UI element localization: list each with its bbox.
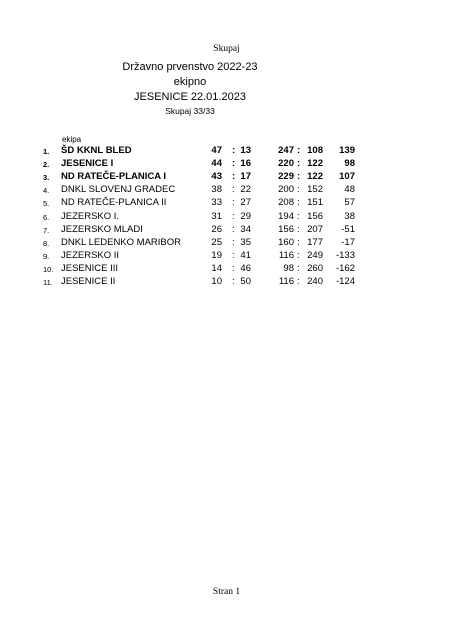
points-against-cell: 108 (307, 145, 323, 156)
rank-cell: 6. (43, 212, 50, 222)
table-row (0, 263, 453, 276)
point-difference-cell: -124 (335, 276, 355, 287)
losses-cell: 35 (240, 236, 251, 248)
team-name-cell: JESENICE I (61, 158, 114, 170)
separator: : (297, 249, 300, 261)
points-for-cell: 220 (278, 158, 294, 170)
separator: : (297, 236, 300, 248)
points-for-cell: 156 (278, 223, 294, 235)
points-for-cell: 98 (283, 262, 294, 274)
point-difference-cell: -133 (335, 249, 355, 261)
losses-cell: 50 (240, 276, 251, 287)
separator: : (232, 145, 236, 156)
table-row (0, 158, 453, 171)
table-row (0, 197, 453, 210)
separator: : (297, 197, 300, 209)
rank-cell: 2. (43, 160, 50, 170)
separator: : (232, 197, 235, 209)
wins-cell: 43 (211, 171, 222, 183)
points-against-cell: 260 (307, 262, 323, 274)
separator: : (232, 171, 236, 183)
separator: : (232, 158, 236, 170)
point-difference-cell: 38 (344, 210, 355, 222)
team-name-cell: ŠD KKNL BLED (61, 145, 132, 156)
losses-cell: 17 (240, 171, 251, 183)
points-for-cell: 200 (278, 184, 294, 196)
team-name-cell: ND RATEČE-PLANICA I (61, 171, 167, 183)
round-subtitle: Skupaj 33/33 (165, 106, 215, 116)
separator: : (297, 276, 300, 287)
team-name-cell: ND RATEČE-PLANICA II (61, 197, 167, 209)
separator: : (297, 184, 300, 196)
losses-cell: 13 (240, 145, 251, 156)
header-label: Skupaj (213, 44, 240, 54)
points-against-cell: 240 (307, 276, 323, 287)
venue-date: JESENICE 22.01.2023 (134, 91, 246, 103)
rank-cell: 9. (43, 251, 50, 261)
table-row (0, 237, 453, 250)
point-difference-cell: -51 (341, 223, 355, 235)
separator: : (297, 158, 301, 170)
losses-cell: 34 (240, 223, 251, 235)
point-difference-cell: 107 (339, 171, 355, 183)
rank-cell: 3. (43, 173, 50, 183)
losses-cell: 41 (240, 249, 251, 261)
point-difference-cell: 98 (344, 158, 355, 170)
losses-cell: 27 (240, 197, 251, 209)
points-for-cell: 116 (278, 249, 294, 261)
losses-cell: 29 (240, 210, 251, 222)
competition-category: ekipno (173, 76, 207, 88)
team-name-cell: JEZERSKO MLADI (61, 223, 143, 235)
wins-cell: 25 (211, 236, 222, 248)
table-row (0, 211, 453, 224)
rank-cell: 8. (43, 238, 50, 248)
wins-cell: 33 (211, 197, 222, 209)
wins-cell: 14 (211, 262, 222, 274)
team-name-cell: JEZERSKO II (61, 249, 120, 261)
points-for-cell: 194 (278, 210, 294, 222)
wins-cell: 31 (211, 210, 222, 222)
wins-cell: 44 (211, 158, 222, 170)
points-for-cell: 208 (278, 197, 294, 209)
separator: : (297, 171, 301, 183)
separator: : (297, 145, 301, 156)
wins-cell: 47 (211, 145, 222, 156)
points-against-cell: 156 (307, 210, 323, 222)
points-for-cell: 160 (278, 236, 294, 248)
rank-cell: 11. (43, 278, 53, 287)
rank-cell: 1. (43, 147, 50, 156)
table-row (0, 276, 453, 289)
separator: : (232, 276, 235, 287)
team-name-cell: DNKL SLOVENJ GRADEC (61, 184, 176, 196)
point-difference-cell: -162 (335, 262, 355, 274)
point-difference-cell: -17 (341, 236, 355, 248)
point-difference-cell: 139 (339, 145, 355, 156)
points-against-cell: 122 (307, 158, 323, 170)
rank-cell: 10. (43, 264, 54, 274)
team-column-header: ekipa (62, 135, 82, 144)
separator: : (297, 262, 300, 274)
separator: : (232, 184, 235, 196)
table-row (0, 184, 453, 197)
separator: : (232, 262, 235, 274)
team-name-cell: DNKL LEDENKO MARIBOR (61, 236, 182, 248)
rank-cell: 4. (43, 186, 50, 196)
wins-cell: 10 (211, 276, 222, 287)
points-against-cell: 151 (307, 197, 323, 209)
points-against-cell: 122 (307, 171, 323, 183)
losses-cell: 22 (240, 184, 251, 196)
point-difference-cell: 48 (344, 184, 355, 196)
wins-cell: 38 (211, 184, 222, 196)
point-difference-cell: 57 (344, 197, 355, 209)
separator: : (232, 210, 235, 222)
page-number: Stran 1 (212, 587, 241, 597)
separator: : (297, 223, 300, 235)
losses-cell: 46 (240, 262, 251, 274)
table-row (0, 224, 453, 237)
points-against-cell: 249 (307, 249, 323, 261)
rank-cell: 7. (43, 225, 50, 235)
points-against-cell: 152 (307, 184, 323, 196)
separator: : (232, 249, 235, 261)
separator: : (232, 236, 235, 248)
points-against-cell: 207 (307, 223, 323, 235)
points-for-cell: 116 (278, 276, 294, 287)
points-for-cell: 229 (278, 171, 294, 183)
points-against-cell: 177 (307, 236, 323, 248)
wins-cell: 26 (211, 223, 222, 235)
losses-cell: 16 (240, 158, 251, 170)
competition-title: Državno prvenstvo 2022-23 (122, 61, 258, 73)
table-row (0, 171, 453, 184)
points-for-cell: 247 (278, 145, 294, 156)
team-name-cell: JEZERSKO I. (61, 210, 120, 222)
separator: : (297, 210, 300, 222)
separator: : (232, 223, 235, 235)
rank-cell: 5. (43, 199, 50, 209)
team-name-cell: JESENICE III (61, 262, 119, 274)
team-name-cell: JESENICE II (61, 276, 116, 287)
table-row (0, 145, 453, 158)
wins-cell: 19 (211, 249, 222, 261)
table-row (0, 250, 453, 263)
